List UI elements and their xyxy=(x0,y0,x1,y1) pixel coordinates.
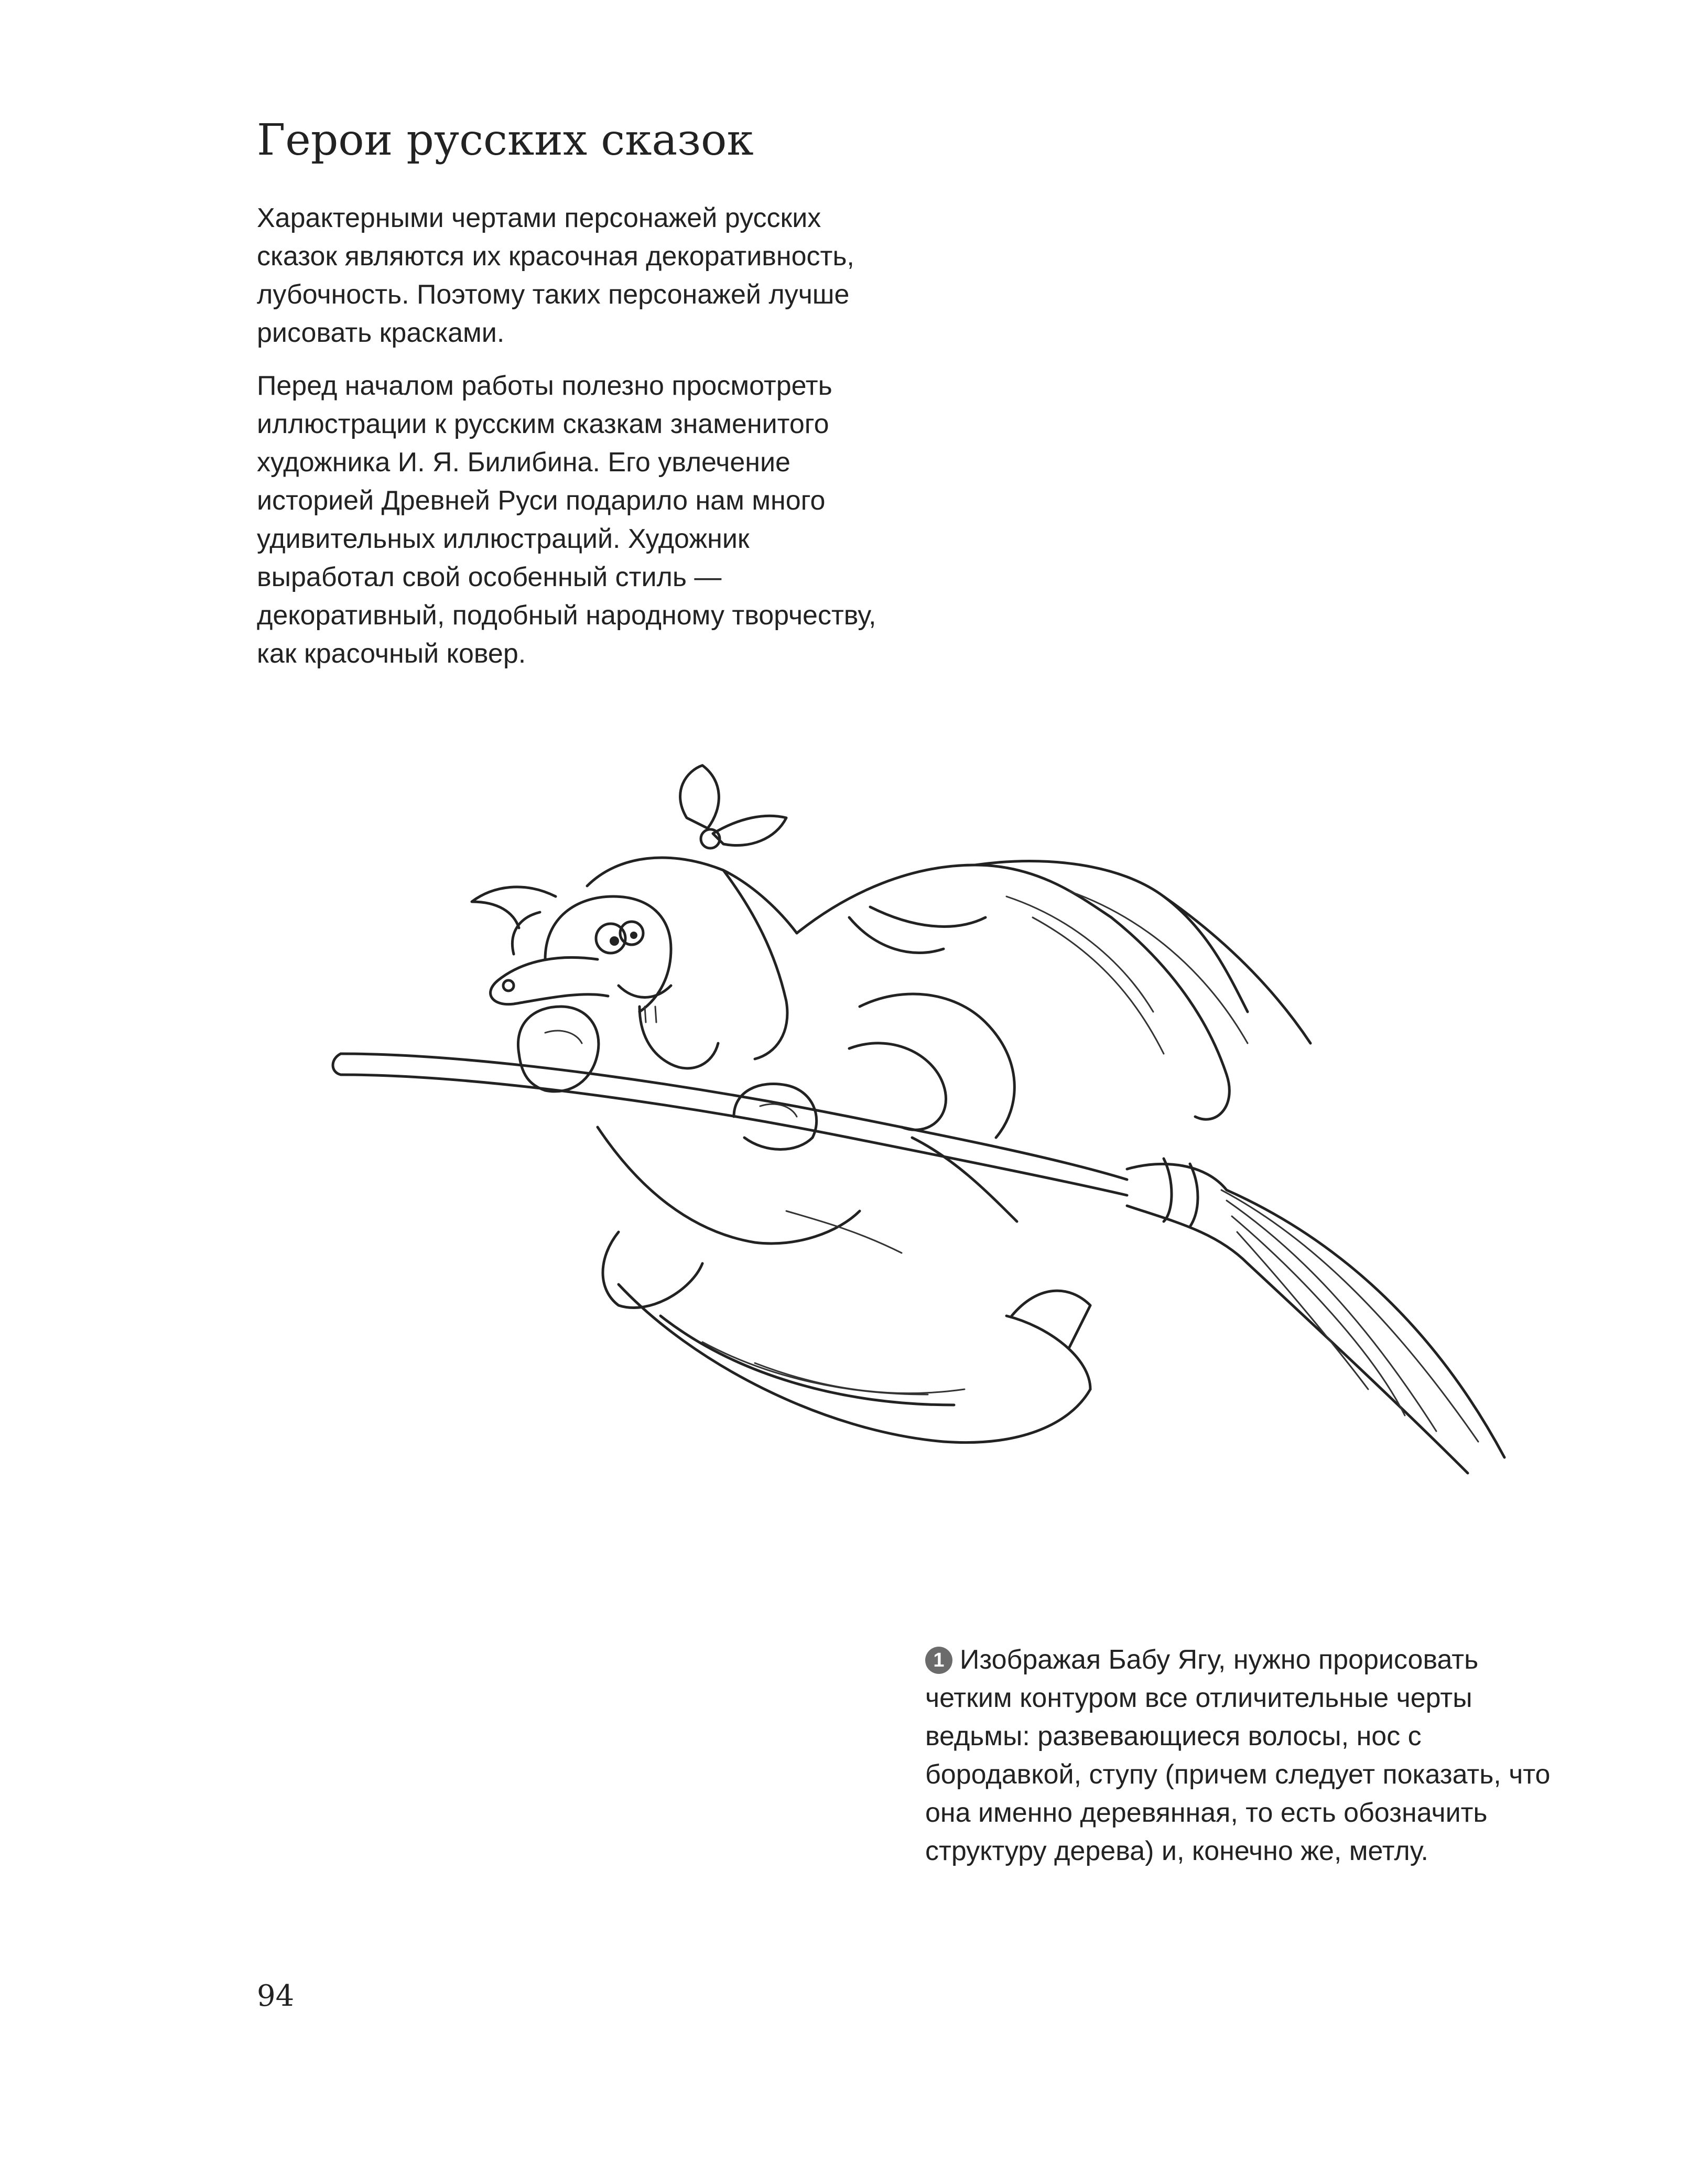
caption-number-badge: 1 xyxy=(925,1647,952,1674)
witch-head xyxy=(491,896,718,1068)
paragraph-bilibin: Перед началом работы полезно просмотреть иллюстрации к русским сказкам знаменитого художника И. Я. Билибина. Его увлечение историей Древней Руси подарило нам много удивительных иллюстраций. Художник выработал свой особенный стиль — декоративный, подобный народному творчеству, как красочный ковер. xyxy=(257,371,876,669)
caption-text: Изображая Бабу Ягу, нужно прорисовать четким контуром все отличительные черты ведьмы: развевающиеся волосы, нос с бородавкой, ступу (причем следует показать, что она именно деревянная, то есть обозначить структуру дерева) и, конечно же, метлу. xyxy=(925,1645,1551,1866)
page-number: 94 xyxy=(257,1979,295,2013)
witch-body xyxy=(598,994,1017,1308)
illustration-caption xyxy=(925,1641,1554,1871)
witch-scarf xyxy=(587,765,797,1059)
witch-hands xyxy=(518,1007,816,1150)
body-text xyxy=(257,199,886,688)
mortar xyxy=(619,1284,1090,1443)
witch-hair xyxy=(472,861,1310,1120)
paragraph-intro: Характерными чертами персонажей русских сказок являются их красочная декоративность, лубочность. Поэтому таких персонажей лучше рисовать красками. xyxy=(257,203,854,348)
broom-bristles xyxy=(1127,1159,1504,1473)
page-title: Герои русских сказок xyxy=(257,115,754,165)
baba-yaga-illustration xyxy=(325,760,1531,1578)
